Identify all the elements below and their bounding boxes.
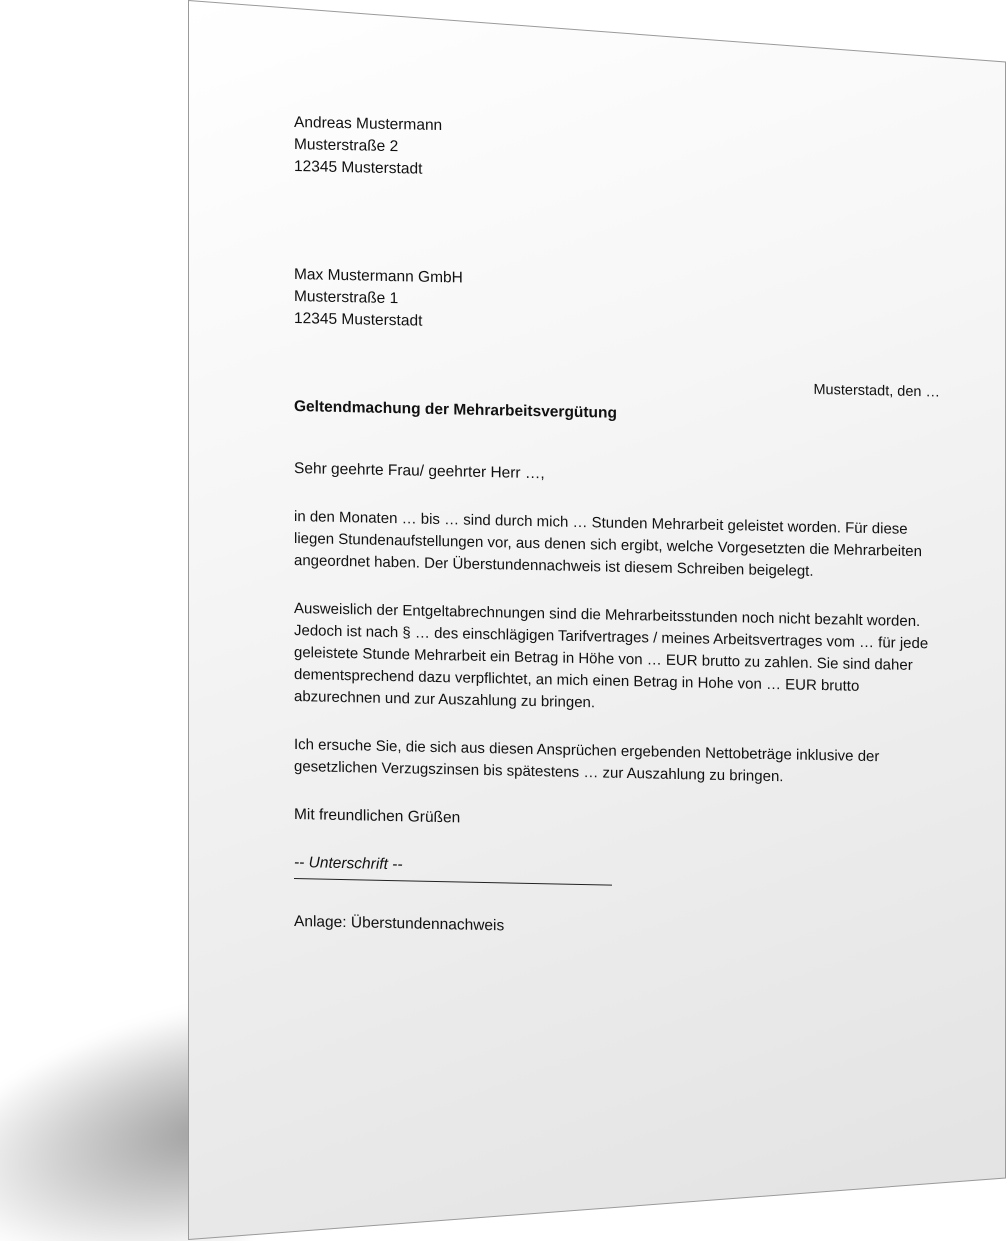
recipient-company: Max Mustermann GmbH	[294, 266, 463, 287]
recipient-city: 12345 Musterstadt	[294, 310, 423, 330]
paragraph-request	[294, 734, 944, 792]
recipient-address	[294, 264, 944, 344]
paragraph-line: abzurechnen und zur Auszahlung zu bringen.	[294, 688, 596, 712]
closing-formula: Mit freundlichen Grüßen	[294, 806, 461, 827]
paragraph-line: angeordnet haben. Der Überstundennachweis ist diesem Schreiben beigelegt.	[294, 552, 814, 580]
paragraph-payment-claim	[294, 598, 944, 722]
paragraph-line: Ausweislich der Entgeltabrechnungen sind die Mehrarbeitsstunden noch nicht bezahlt worden.	[294, 600, 921, 631]
paragraph-line: in den Monaten … bis … sind durch mich … Stunden Mehrarbeit geleistet worden. Für diese	[294, 508, 908, 538]
paragraph-line: Jedoch ist nach § … des einschlägigen Tarifvertrages / meines Arbeitsvertrages vom … für jede	[294, 622, 929, 653]
letter-content	[294, 112, 944, 947]
paragraph-line: geleistete Stunde Mehrarbeit ein Betrag in Höhe von … EUR brutto zu zahlen. Sie sind daher	[294, 644, 913, 674]
signature-placeholder: -- Unterschrift --	[294, 854, 403, 874]
paragraph-line: gesetzlichen Verzugszinsen bis spätestens … zur Auszahlung zu bringen.	[294, 758, 784, 786]
paragraph-line: dementsprechend dazu verpflichtet, an mich einen Betrag in Hohe von … EUR brutto	[294, 666, 860, 695]
recipient-street: Musterstraße 1	[294, 288, 399, 308]
sender-name: Andreas Mustermann	[294, 114, 443, 135]
sender-address	[294, 112, 944, 192]
salutation: Sehr geehrte Frau/ geehrter Herr …,	[294, 460, 545, 483]
paragraph-overtime-hours	[294, 506, 944, 586]
sender-city: 12345 Musterstadt	[294, 158, 423, 178]
subject-line: Geltendmachung der Mehrarbeitsvergütung	[294, 398, 617, 422]
paragraph-line: Ich ersuche Sie, die sich aus diesen Ansprüchen ergebenden Nettobeträge inklusive der	[294, 736, 880, 766]
attachment-note: Anlage: Überstundennachweis	[294, 913, 505, 935]
paragraph-line: liegen Stundenaufstellungen vor, aus denen sich ergibt, welche Vorgesetzten die Mehrarbeiten	[294, 530, 922, 561]
date-line: Musterstadt, den …	[813, 381, 940, 401]
sender-street: Musterstraße 2	[294, 136, 399, 156]
